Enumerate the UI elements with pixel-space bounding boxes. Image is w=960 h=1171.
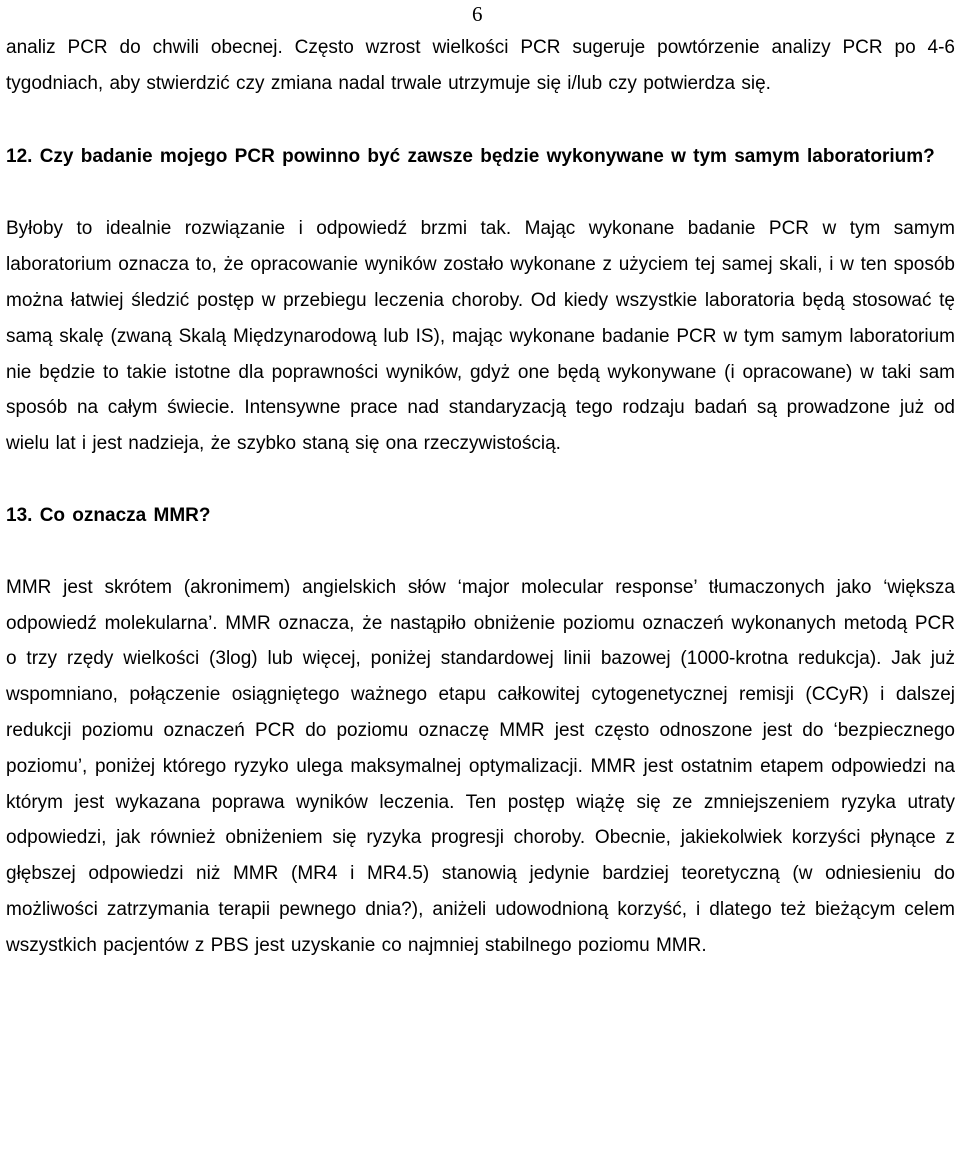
heading-question-12: 12. Czy badanie mojego PCR powinno być zawsze będzie wykonywane w tym samym laboratorium? xyxy=(6,145,935,167)
heading-question-13: 13. Co oznacza MMR? xyxy=(6,504,211,526)
paragraph-pcr-repeat: analiz PCR do chwili obecnej. Często wzrost wielkości PCR sugeruje powtórzenie analizy PCR po 4-6 tygodniach, aby stwierdzić czy zmiana nadal trwale utrzymuje się i/lub czy potwierdza się. xyxy=(6,37,955,94)
paragraph-answer-12: Byłoby to idealnie rozwiązanie i odpowiedź brzmi tak. Mając wykonane badanie PCR w tym samym laboratorium oznacza to, że opracowanie wyników zostało wykonane z użyciem tej samej skali, i w ten sposób można łatwiej śledzić postęp w przebiegu leczenia choroby. Od kiedy wszystkie laboratoria będą stosować tę samą skalę (zwaną Skalą Międzynarodową lub IS), mając wykonane badanie PCR w tym samym laboratorium nie będzie to takie istotne dla poprawności wyników, gdyż one będą wykonywane (i opracowane) w taki sam sposób na całym świecie. Intensywne prace nad standaryzacją tego rodzaju badań są prowadzone już od wielu lat i jest nadzieja, że szybko staną się ona rzeczywistością. xyxy=(6,218,955,455)
page-number: 6 xyxy=(472,2,483,26)
document-body xyxy=(6,30,955,964)
paragraph-answer-13: MMR jest skrótem (akronimem) angielskich słów ‘major molecular response’ tłumaczonych jako ‘większa odpowiedź molekularna’. MMR oznacza, że nastąpiło obniżenie poziomu oznaczeń wykonanych metodą PCR o trzy rzędy wielkości (3log) lub więcej, poniżej standardowej linii bazowej (1000-krotna redukcja). Jak już wspomniano, połączenie osiągniętego ważnego etapu całkowitej cytogenetycznej remisji (CCyR) i dalszej redukcji poziomu oznaczeń PCR do poziomu oznaczę MMR jest często odnoszone jest do ‘bezpiecznego poziomu’, poniżej którego ryzyko ulega maksymalnej optymalizacji. MMR jest ostatnim etapem odpowiedzi na którym jest wykazana poprawa wyników leczenia. Ten postęp wiążę się ze zmniejszeniem ryzyka utraty odpowiedzi, jak również obniżeniem się ryzyka progresji choroby. Obecnie, jakiekolwiek korzyści płynące z głębszej odpowiedzi niż MMR (MR4 i MR4.5) stanowią jedynie bardziej teoretyczną (w odniesieniu do możliwości zatrzymania terapii pewnego dnia?), aniżeli udowodnioną korzyść, i dlatego też bieżącym celem wszystkich pacjentów z PBS jest uzyskanie co najmniej stabilnego poziomu MMR. xyxy=(6,576,955,956)
